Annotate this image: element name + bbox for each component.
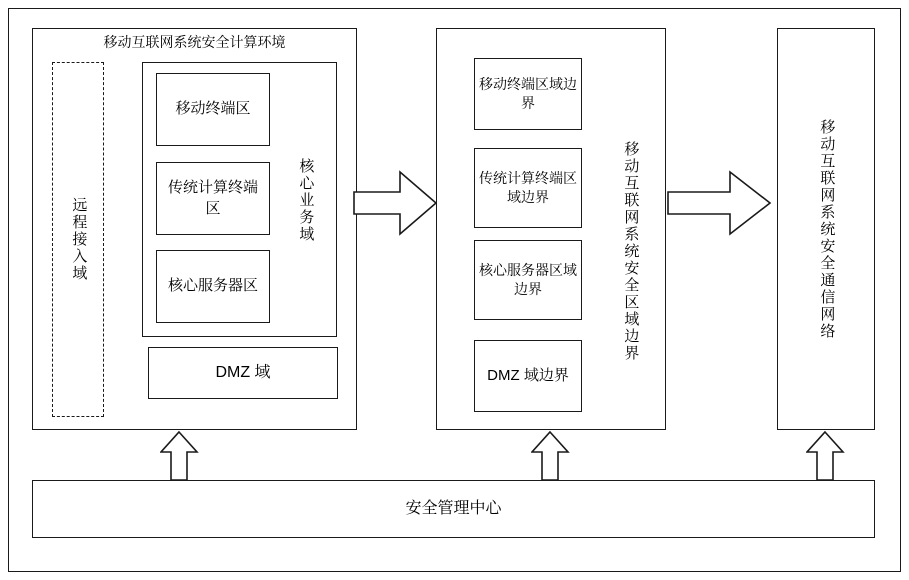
mobile-terminal-zone-box (156, 73, 270, 146)
security-area-boundary-label: 移动互联网系统安全区域边界 (622, 140, 640, 362)
traditional-computing-terminal-zone-boundary-box (474, 148, 582, 228)
mobile-terminal-zone-boundary-box (474, 58, 582, 130)
remote-access-domain-box (52, 62, 104, 417)
security-management-center-label: 安全管理中心 (405, 500, 502, 518)
core-business-domain-label-box (283, 110, 327, 290)
remote-access-domain-label: 远程接入域 (70, 197, 88, 282)
up-arrow-2 (531, 430, 571, 482)
secure-computing-environment-title-text: 移动互联网系统安全计算环境 (103, 34, 286, 50)
traditional-computing-terminal-zone-box (156, 162, 270, 235)
traditional-computing-terminal-zone-label: 传统计算终端区 (167, 179, 258, 217)
dmz-domain-box (148, 347, 338, 399)
mobile-terminal-zone-boundary-label: 移动终端区域边界 (479, 76, 577, 111)
dmz-domain-boundary-label: DMZ 域边界 (487, 366, 569, 384)
up-arrow-3 (806, 430, 846, 482)
dmz-domain-label: DMZ 域 (215, 364, 271, 382)
security-management-center-box (32, 480, 875, 538)
flow-arrow-2 (666, 168, 772, 238)
up-arrow-1 (160, 430, 200, 482)
traditional-computing-terminal-zone-boundary-label: 传统计算终端区域边界 (479, 170, 577, 205)
core-server-zone-boundary-box (474, 240, 582, 320)
security-area-boundary-label-box (606, 96, 654, 406)
dmz-domain-boundary-box (474, 340, 582, 412)
flow-arrow-1 (352, 168, 438, 238)
mobile-terminal-zone-label: 移动终端区 (175, 100, 251, 118)
core-business-domain-label: 核心业务域 (297, 157, 315, 243)
core-server-zone-boundary-label: 核心服务器区域边界 (479, 262, 577, 297)
secure-computing-environment-title (42, 30, 347, 54)
secure-communication-network-label: 移动互联网系统安全通信网络 (818, 118, 836, 340)
secure-communication-network-container (777, 28, 875, 430)
core-server-zone-label: 核心服务器区 (167, 277, 258, 295)
core-server-zone-box (156, 250, 270, 323)
